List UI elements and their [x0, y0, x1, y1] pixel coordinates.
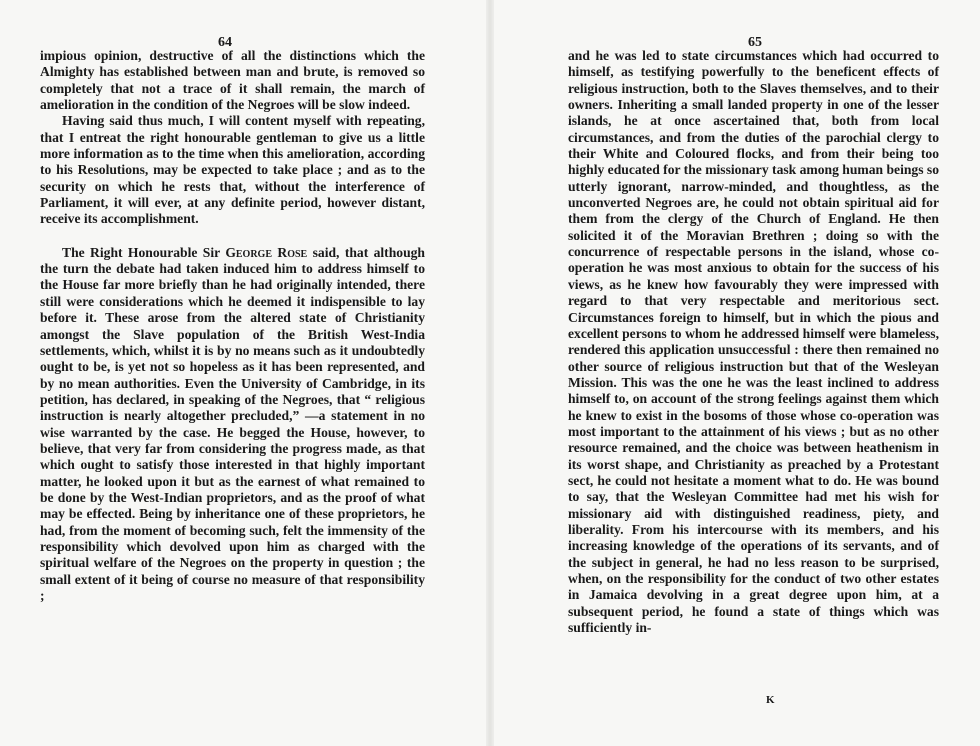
- right-text-column: [568, 48, 939, 636]
- left-text-column: [40, 48, 425, 604]
- page-number-right: 65: [748, 35, 762, 50]
- paragraph-having-said: Having said thus much, I will content myself with repeating, that I entreat the right honourable gentleman to give us a little more information as to the time when this amelioration, according to his Resolutions, may be expected to take place ; and as to the security on which he rests that, without the interference of Parliament, it will ever, at any definite period, however distant, receive its accomplishment.: [40, 113, 425, 227]
- paragraph-rose-continued: and he was led to state circumstances which had occurred to himself, as testifying powerfully to the beneficent effects of religious instruction, both to the Slaves themselves, and to their owners. Inheriting a small landed property in one of the lesser islands, he at once ascertained that, both from local circumstances, and from the duties of the parochial clergy to their White and Coloured flocks, and from their being too highly educated for the missionary task among human beings so utterly ignorant, narrow-minded, and thoughtless, as the unconverted Negroes are, he could not obtain spiritual aid for them from the clergy of the Church of England. He then solicited it of the Moravian Brethren ; doing so with the concurrence of respectable persons in the island, whose co-operation he was most anxious to obtain for the success of his views, as he knew how favourably they were impressed with regard to that very respectable and meritorious sect. Circumstances foreign to himself, but in which the pious and excellent persons to whom he addressed himself were blameless, rendered this application unsuccessful : there then remained no other source of religious instruction but that of the Wesleyan Mission. This was the one he was the least inclined to address himself to, on account of the strong feelings against them which he knew to exist in the bosoms of those whose co-operation was most important to the attainment of his views ; but as no other resource remained, and the choice was between heathenism in its worst shape, and Christianity as preached by a Protestant sect, he could not hesitate a moment what to do. He was bound to say, that the Wesleyan Committee had met his wish for missionary aid with distinguished readiness, piety, and liberality. From his intercourse with its members, and his increasing knowledge of the operations of its servants, and of the subject in general, he had no less reason to be surprised, when, on the responsibility for the conduct of two other estates in Jamaica devolving in a great degree upon him, at a subsequent period, he found a state of things which was sufficiently in-: [568, 48, 939, 636]
- right-page: [490, 0, 980, 746]
- rose-lead-text: The Right Honourable Sir: [62, 244, 226, 260]
- signature-mark: K: [766, 694, 775, 706]
- page-number-left: 64: [218, 35, 232, 50]
- rose-body-text: said, that although the turn the debate had taken induced him to address himself to the House far more briefly than he had originally intended, there still were considerations which he deemed it indispensible to lay before it. These arose from the altered state of Christianity amongst the Slave population of the British West-India settlements, which, whilst it is by no means such as it undoubtedly ought to be, is yet not so hopeless as it has been represented, and by no mean authorities. Even the University of Cambridge, in its petition, has declared, in speaking of the Negroes, that “ religious instruction is nearly altogether precluded,” —a statement in no wise warranted by the case. He begged the House, however, to believe, that very far from considering the progress made, as that which ought to satisfy those interested in that highly important matter, he looked upon it but as the earnest of what remained to be done by the West-Indian proprietors, and as the proof of what may be effected. Being by inheritance one of these proprietors, he had, from the moment of becoming such, felt the immensity of the responsibility which devolved upon him as charged with the spiritual welfare of the Negroes on the property in question ; the small extent of it being of course no measure of that responsibility ;: [40, 244, 425, 603]
- paragraph-george-rose: [40, 245, 425, 605]
- paragraph-continuation: impious opinion, destructive of all the distinctions which the Almighty has established between man and brute, is removed so completely that not a trace of it shall remain, the march of amelioration in the condition of the Negroes will be slow indeed.: [40, 48, 425, 113]
- speaker-name: George Rose: [225, 244, 308, 260]
